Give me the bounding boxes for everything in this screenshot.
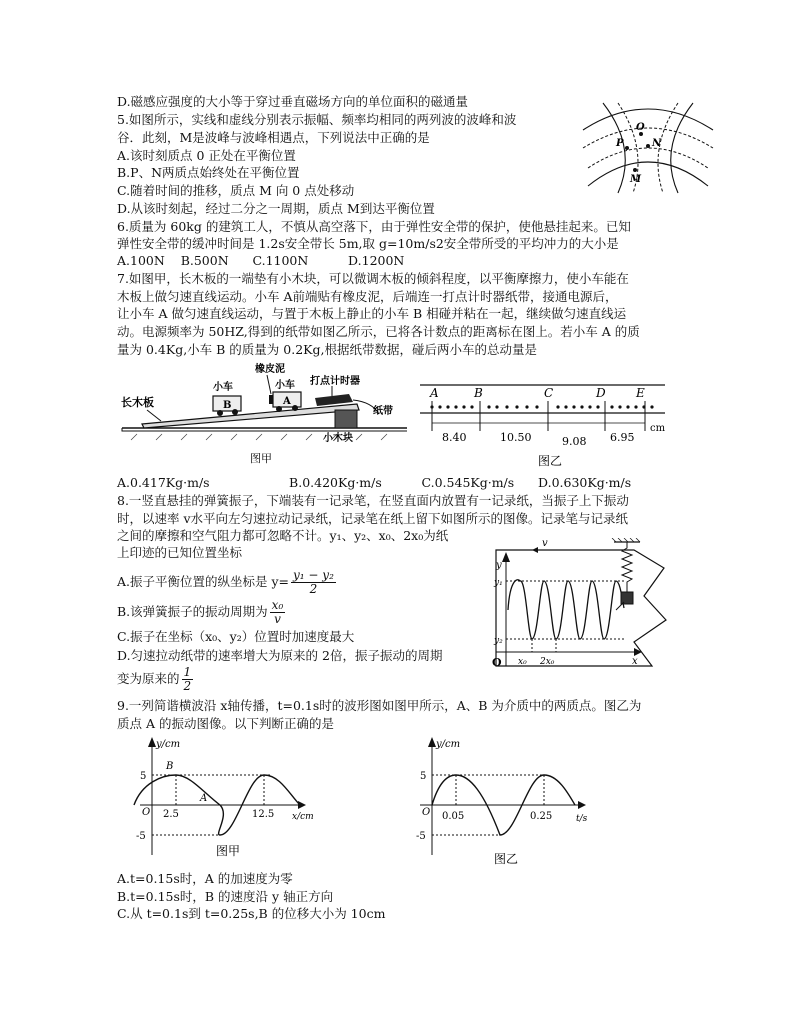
origin-label: O <box>492 656 502 669</box>
mass-block <box>621 592 633 604</box>
label-clay: 橡皮泥 <box>255 364 285 375</box>
figure-q7-apparatus <box>117 358 407 468</box>
q9-stem-1: 9.一列简谐横波沿 x轴传播，t=0.1s时的波形图如图甲所示，A、B 为介质中的两质点。图乙为 <box>117 698 642 713</box>
car-a-letter: A <box>283 396 291 407</box>
x-tick: 0.25 <box>530 811 553 822</box>
figure-q5-interference <box>578 98 718 196</box>
tape-point: B <box>474 386 483 400</box>
point-label: O <box>636 122 645 133</box>
figure-q7-tape <box>420 375 670 470</box>
x-tick: 12.5 <box>252 809 275 820</box>
2x0-label: 2x₀ <box>540 657 555 667</box>
tape-distance: 9.08 <box>562 435 587 448</box>
q8-option-c: C.振子在坐标（x₀、y₂）位置时加速度最大 <box>117 629 355 644</box>
q5-option-a: A.该时刻质点 0 正处在平衡位置 <box>117 148 296 163</box>
point-label: P <box>616 138 624 149</box>
q7-stem-3: 让小车 A 做匀速直线运动，与置于木板上静止的小车 B 相碰并粘在一起，继续做匀速直线运 <box>117 306 627 321</box>
tape-point: D <box>596 386 606 400</box>
q8-stem-2: 时，以速率 v水平向左匀速拉动记录纸，记录笔在纸上留下如图所示的图像。记录笔与记录纸 <box>117 511 629 526</box>
small-block <box>335 410 357 428</box>
board <box>142 404 359 428</box>
q9-option-c: C.从 t=0.1s到 t=0.25s,B 的位移大小为 10cm <box>117 906 386 921</box>
y-label: y/cm <box>436 739 461 750</box>
q8-option-b: B.该弹簧振子的振动周期为 $\frac{\text{x₀}}{v}$ <box>117 598 284 626</box>
figure-q8-recorder <box>484 538 670 674</box>
q7-stem-5: 量为 0.4Kg,小车 B 的质量为 0.2Kg,根据纸带数据，碰后两小车的总动量是 <box>117 342 537 357</box>
tape-point: A <box>430 386 439 400</box>
y-axis-label: y <box>496 560 502 571</box>
y-tick: 5 <box>140 771 147 782</box>
caption-9a: 图甲 <box>216 844 241 858</box>
y1-label: y₁ <box>494 578 503 588</box>
crest-arc <box>588 162 708 186</box>
tape-distance: 8.40 <box>442 431 467 444</box>
label-car-a: 小车 <box>275 380 295 391</box>
caption-7a: 图甲 <box>250 452 272 465</box>
q7-stem-4: 动。电源频率为 50HZ,得到的纸带如图乙所示，已将各计数点的距离标在图上。若小车 A 的质 <box>117 324 640 339</box>
x-tick: 2.5 <box>163 809 179 820</box>
q5-option-c: C.随着时间的推移，质点 M 向 0 点处移动 <box>117 183 355 198</box>
x-label: t/s <box>576 814 588 824</box>
q5-option-d: D.从该时刻起，经过二分之一周期，质点 M到达平衡位置 <box>117 201 435 216</box>
origin: O <box>142 807 151 818</box>
origin: O <box>422 807 431 818</box>
label-timer: 打点计时器 <box>310 376 360 387</box>
y-tick: -5 <box>416 831 426 842</box>
x0-label: x₀ <box>518 657 527 667</box>
recording-paper <box>496 550 666 666</box>
car-b-letter: B <box>223 400 232 411</box>
figure-q9-waveform <box>130 735 315 860</box>
q9-option-b: B.t=0.15s时，B 的速度沿 y 轴正方向 <box>117 889 334 904</box>
option-d-previous: D.磁感应强度的大小等于穿过垂直磁场方向的单位面积的磁通量 <box>117 94 469 109</box>
crest-arc <box>583 109 713 130</box>
label-car-b: 小车 <box>213 382 233 393</box>
q7-stem-2: 木板上做匀速直线运动。小车 A前端贴有橡皮泥，后端连一打点计时器纸带，接通电源后， <box>117 289 618 304</box>
y2-label: y₂ <box>494 636 503 646</box>
trace-curve <box>508 580 624 639</box>
q7-stem-1: 7.如图甲，长木板的一端垫有小木块，可以微调木板的倾斜程度，以平衡摩擦力，使小车能在 <box>117 271 629 286</box>
tape-distance: 10.50 <box>500 431 532 444</box>
y-label: y/cm <box>156 739 181 750</box>
q5-stem-1: 5.如图所示，实线和虚线分别表示振幅、频率均相同的两列波的波峰和波 <box>117 112 517 127</box>
q6-options: A.100N B.500N C.1100N D.1200N <box>117 253 405 268</box>
y-tick: 5 <box>420 771 427 782</box>
clay <box>269 395 273 404</box>
q8-option-d-1: D.匀速拉动纸带的速率增大为原来的 2倍，振子振动的周期 <box>117 648 443 663</box>
trough-arc <box>588 148 708 168</box>
y-tick: -5 <box>136 831 146 842</box>
tape-distance: 6.95 <box>610 431 635 444</box>
point-a: A <box>200 793 208 804</box>
velocity-label: v <box>542 538 548 549</box>
q5-option-b: B.P、N两质点始终处在平衡位置 <box>117 165 300 180</box>
q8-option-a: A.振子平衡位置的纵坐标是 y= $\frac{\text{y₁ − y₂}}{2}$ <box>117 568 334 596</box>
caption-7b: 图乙 <box>538 454 563 468</box>
q8-stem-3: 之间的摩擦和空气阻力都可忽略不计。y₁、y₂、x₀、2x₀为纸 <box>117 528 449 543</box>
x-tick: 0.05 <box>442 811 465 822</box>
q9-option-a: A.t=0.15s时，A 的加速度为零 <box>117 871 293 886</box>
q9-stem-2: 质点 A 的振动图像。以下判断正确的是 <box>117 716 334 731</box>
q8-option-d-2: 变为原来的 $\frac{1}{2}$ <box>117 665 192 693</box>
point-b: B <box>166 761 174 772</box>
label-tape: 纸带 <box>373 406 393 417</box>
q6-stem-2: 弹性安全带的缓冲时间是 1.2s安全带长 5m,取 g=10m/s2安全带所受的平均冲力的大小是 <box>117 236 619 251</box>
x-label: x/cm <box>292 812 314 822</box>
q8-stem-1: 8.一竖直悬挂的弹簧振子，下端装有一记录笔，在竖直面内放置有一记录纸，当振子上下振动 <box>117 493 629 508</box>
q8-stem-4: 上印迹的已知位置坐标 <box>117 545 243 560</box>
caption-9b: 图乙 <box>494 852 519 865</box>
figure-q9-vibration <box>410 735 600 865</box>
q6-stem-1: 6.质量为 60kg 的建筑工人，不慎从高空落下，由于弹性安全带的保护，使他悬挂起来。已知 <box>117 219 631 234</box>
timer <box>315 394 353 406</box>
point-label: M <box>630 174 642 185</box>
point-label: N <box>652 138 662 149</box>
tape-point: C <box>544 386 554 400</box>
label-block: 小木块 <box>323 433 353 444</box>
tape-point: E <box>636 386 645 400</box>
q7-options: A.0.417Kg·m/s B.0.420Kg·m/s C.0.545Kg·m/s D.0.630Kg·m/s <box>117 475 632 490</box>
label-board: 长木板 <box>121 396 154 409</box>
tape-unit: cm <box>650 423 666 434</box>
x-axis-label: x <box>632 656 638 667</box>
q5-stem-2: 谷．此刻，M是波峰与波峰相遇点，下列说法中正确的是 <box>117 130 430 145</box>
crest-arc <box>671 103 693 193</box>
